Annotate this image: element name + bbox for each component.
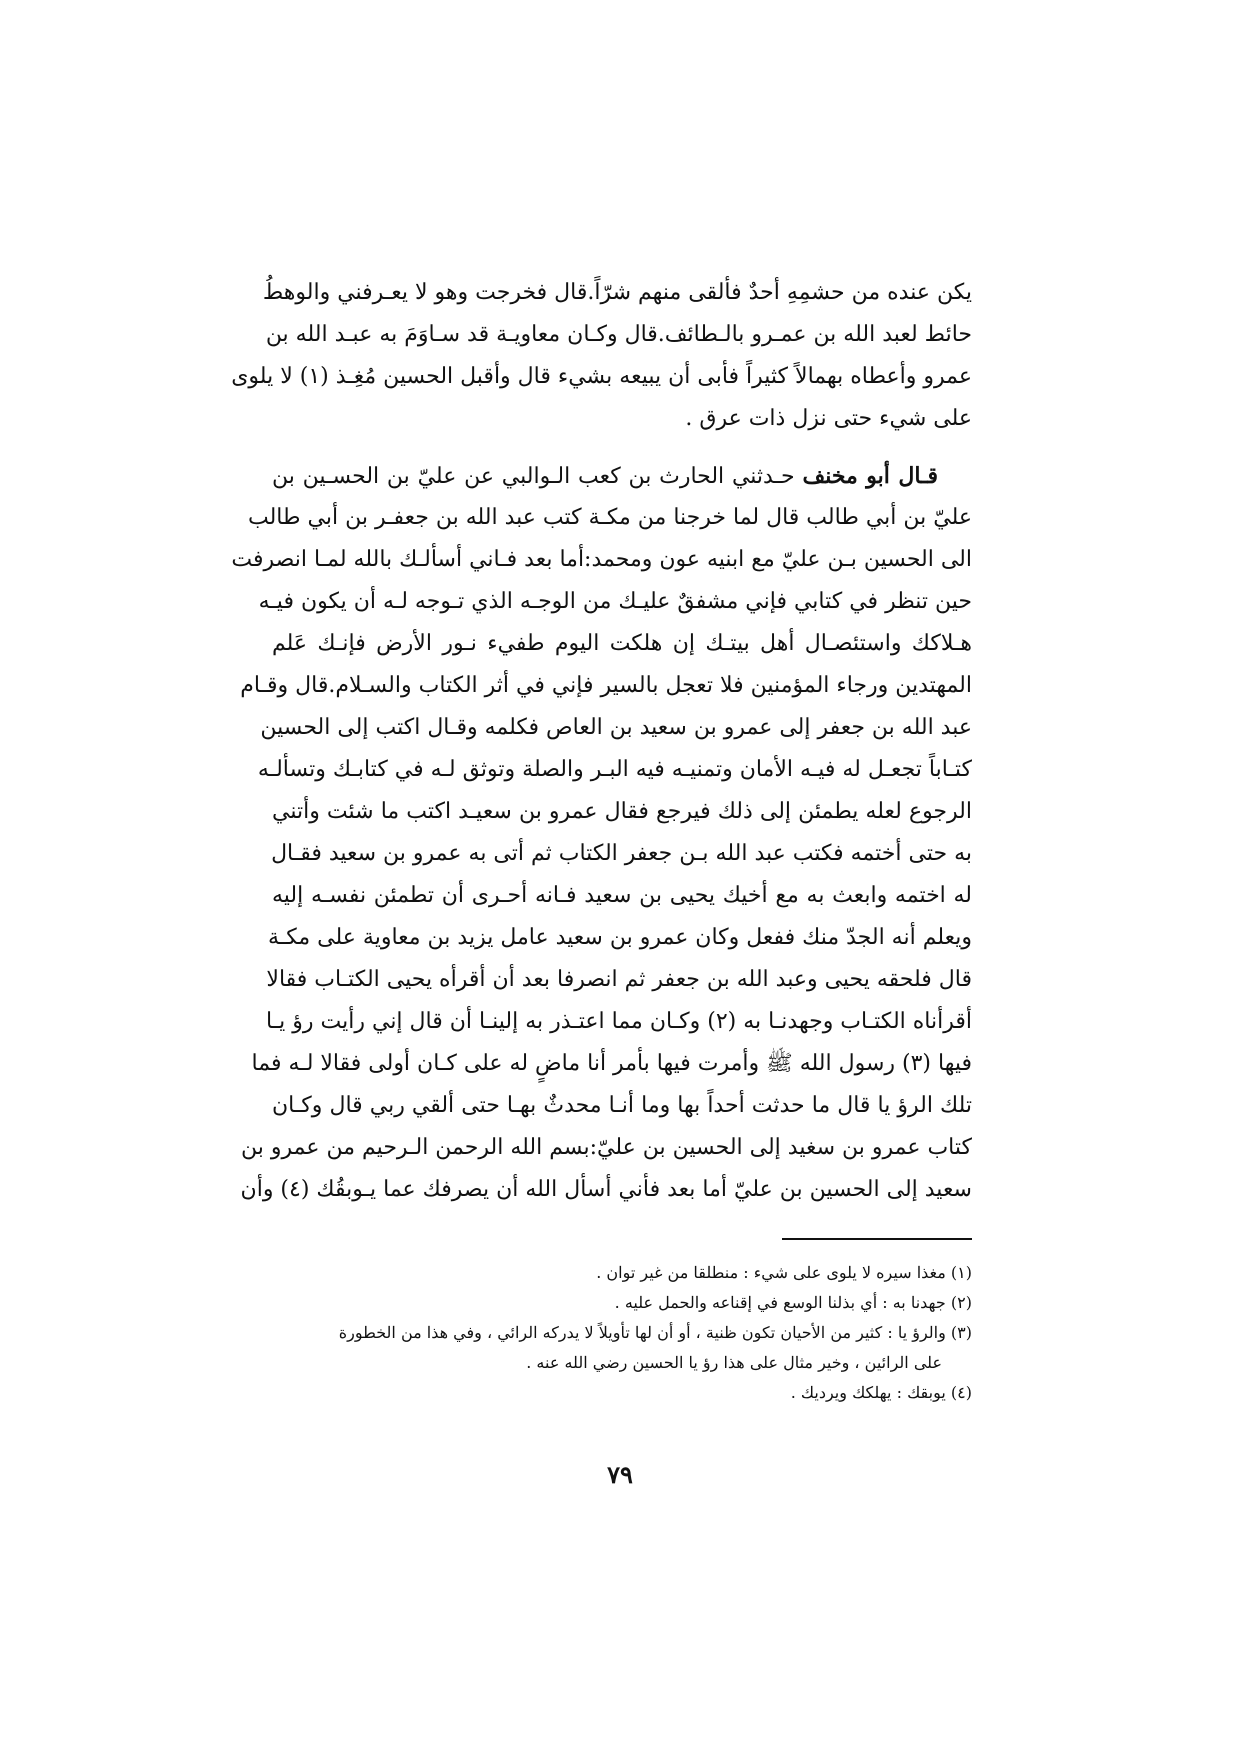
footnote-2: (٢) جهدنا به : أي بذلنا الوسع في إقناعه والحمل عليه .	[614, 1293, 972, 1312]
text-line: أقرأناه الكتـاب وجهدنـا به (٢) وكـان مما اعتـذر به إلينـا أن قال إني رأيت رؤ يـا	[266, 1009, 972, 1034]
footnote-1: (١) مغذا سيره لا يلوى على شيء : منطلقا من غير توان .	[596, 1263, 972, 1282]
text-line: ويعلم أنه الجدّ منك ففعل وكان عمرو بن سعيد عامل يزيد بن معاوية على مكـة	[268, 925, 972, 950]
text-line: له اختمه وابعث به مع أخيك يحيى بن سعيد فـانه أحـرى أن تطمئن نفسـه إليه	[272, 883, 972, 908]
text-line: الى الحسين بـن عليّ مع ابنيه عون ومحمد:أما بعد فـاني أسألـك بالله لمـا انصرفت	[231, 547, 972, 572]
text-line: كتـاباً تجعـل له فيـه الأمان وتمنيـه فيه البـر والصلة وتوثق لـه في كتابـك وتسألـه	[257, 757, 972, 782]
text-line: عمرو وأعطاه بهمالاً كثيراً فأبى أن يبيعه بشيء قال وأقبل الحسين مُغِـذ (١) لا يلوى	[231, 364, 972, 389]
footnote-3-continuation: على الرائين ، وخير مثال على هذا رؤ يا الحسين رضي الله عنه .	[526, 1353, 942, 1372]
text-line: الرجوع لعله يطمئن إلى ذلك فيرجع فقال عمرو بن سعيـد اكتب ما شئت وأتني	[272, 799, 972, 824]
footnote-3: (٣) والرؤ يا : كثير من الأحيان تكون ظنية ، أو أن لها تأويلاً لا يدركه الرائي ، وفي هذا من الخطورة	[338, 1323, 972, 1342]
narrator-name: قـال أبو مخنف	[802, 463, 938, 489]
text-line: المهتدين ورجاء المؤمنين فلا تعجل بالسير فإني في أثر الكتاب والسـلام.قال وقـام	[240, 673, 972, 698]
text-line: به حتى أختمه فكتب عبد الله بـن جعفر الكتاب ثم أتى به عمرو بن سعيد فقـال	[271, 841, 972, 866]
text-line: هـلاكك واستئصـال أهل بيتـك إن هلكت اليوم طفيء نـور الأرض فإنـك عَلم	[272, 631, 972, 656]
paragraph-1	[231, 272, 972, 440]
text-line: يكن عنده من حشمِهِ أحدٌ فألقى منهم شرّاً.قال فخرجت وهو لا يعـرفني والوهطُ	[262, 280, 972, 305]
footnote-separator	[782, 1238, 972, 1240]
text-line: على شيء حتى نزل ذات عرق .	[685, 406, 972, 431]
text-line: قال فلحقه يحيى وعبد الله بن جعفر ثم انصرفا بعد أن أقرأه يحيى الكتـاب فقالا	[266, 967, 972, 992]
first-line-text: حـدثني الحارث بن كعب الـوالبي عن عليّ بن الحسـين بن	[272, 464, 803, 489]
text-line: كتاب عمرو بن سغيد إلى الحسين بن عليّ:بسم الله الرحمن الـرحيم من عمرو بن	[241, 1135, 972, 1160]
text-line: سعيد إلى الحسين بن عليّ أما بعد فأني أسأل الله أن يصرفك عما يـوبقُك (٤) وأن	[240, 1177, 972, 1202]
text-line: عليّ بن أبي طالب قال لما خرجنا من مكـة كتب عبد الله بن جعفـر بن أبي طالب	[248, 505, 972, 530]
page-number: ٧٩	[607, 1460, 633, 1489]
paragraph-2	[231, 455, 972, 1211]
footnote-4: (٤) يوبقك : يهلكك ويرديك .	[790, 1383, 972, 1402]
text-line: عبد الله بن جعفر إلى عمرو بن سعيد بن العاص فكلمه وقـال اكتب إلى الحسين	[260, 715, 972, 740]
text-line: حائط لعبد الله بن عمـرو بالـطائف.قال وكـان معاويـة قد سـاوَمَ به عبـد الله بن	[265, 322, 972, 347]
paragraph-2-first-line	[272, 455, 972, 497]
text-line: تلك الرؤ يا قال ما حدثت أحداً بها وما أنـا محدثٌ بهـا حتى ألقي ربي قال وكـان	[272, 1093, 972, 1118]
text-line: فيها (٣) رسول الله ﷺ وأمرت فيها بأمر أنا ماضٍ له على كـان أولى فقالا لـه فما	[251, 1051, 972, 1076]
footnotes	[272, 1258, 972, 1408]
text-line: حين تنظر في كتابي فإني مشفقٌ عليـك من الوجـه الذي تـوجه لـه أن يكون فيـه	[258, 589, 972, 614]
